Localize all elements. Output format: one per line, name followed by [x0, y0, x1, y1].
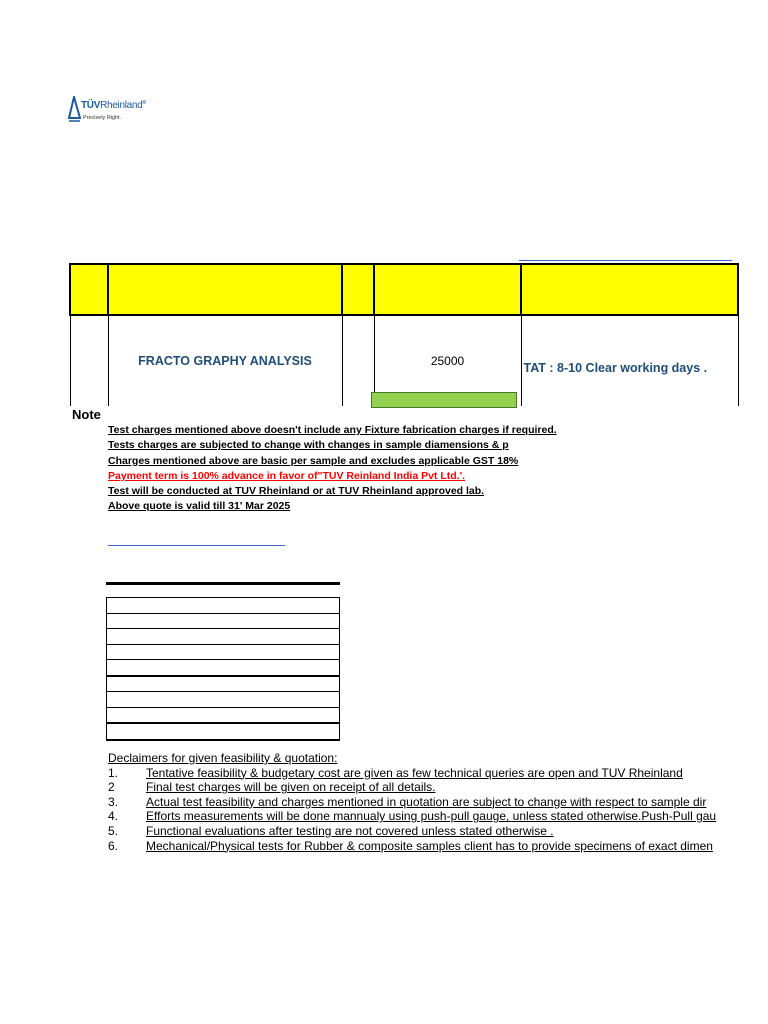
note-title: Note — [72, 407, 101, 422]
grid-row — [107, 724, 339, 739]
disclaimer-text: Tentative feasibility & budgetary cost are given as few technical queries are open and TUV Rheinland — [146, 765, 683, 780]
disclaimer-text: Final test charges will be given on receipt of all details. — [146, 780, 436, 795]
note-line: Above quote is valid till 31' Mar 2025 — [108, 500, 291, 513]
grid-row — [107, 598, 339, 614]
grid-row — [107, 614, 339, 630]
grid-row — [107, 629, 339, 645]
header-cell — [70, 264, 108, 315]
disclaimer-text: Actual test feasibility and charges mentioned in quotation are subject to change with respect to sample dir — [146, 794, 707, 809]
grid-row — [107, 660, 339, 677]
note-list — [108, 423, 557, 515]
disclaimer-number: 3. — [108, 794, 119, 809]
disclaimer-item — [108, 809, 734, 824]
test-name-cell: FRACTO GRAPHY ANALYSIS — [108, 315, 342, 406]
header-cell — [374, 264, 521, 315]
grid-row — [107, 645, 339, 661]
price-cell: 25000 — [374, 315, 521, 406]
disclaimer-item — [108, 766, 734, 781]
disclaimer-number: 6. — [108, 838, 119, 853]
disclaimer-list — [108, 751, 734, 853]
disclaimer-text: Mechanical/Physical tests for Rubber & composite samples client has to provide specimens of exact dimen — [146, 838, 713, 853]
empty-grid — [106, 582, 340, 737]
tuv-rheinland-logo — [68, 96, 146, 136]
grid-row — [107, 692, 339, 708]
blank-cell — [342, 315, 374, 406]
grid-body — [106, 597, 340, 741]
note-line: Charges mentioned above are basic per sample and excludes applicable GST 18% — [108, 454, 519, 467]
note-line: Test will be conducted at TUV Rheinland or at TUV Rheinland approved lab. — [108, 485, 485, 498]
header-cell — [108, 264, 342, 315]
logo-wordmark: TÜVRheinland® — [81, 100, 146, 111]
divider-line — [519, 260, 732, 261]
disclaimer-item — [108, 780, 734, 795]
grid-top-bar — [106, 582, 340, 585]
header-cell — [521, 264, 738, 315]
disclaimer-item — [108, 839, 734, 854]
divider-line — [108, 545, 285, 546]
logo-triangle-icon — [68, 96, 81, 122]
disclaimer-text: Functional evaluations after testing are not covered unless stated otherwise . — [146, 823, 554, 838]
quotation-table — [69, 263, 739, 406]
header-cell — [342, 264, 374, 315]
disclaimer-number: 5. — [108, 823, 119, 838]
disclaimer-item — [108, 795, 734, 810]
logo-tagline: Precisely Right. — [83, 115, 122, 121]
grid-row — [107, 677, 339, 693]
table-header-row — [70, 264, 738, 315]
disclaimer-text: Efforts measurements will be done mannualy using push-pull gauge, unless stated otherwise.Push-Pull gau — [146, 809, 717, 824]
disclaimer-number: 4. — [108, 809, 119, 824]
disclaimer-title: Declaimers for given feasibility & quotation: — [108, 751, 338, 765]
disclaimer-item — [108, 824, 734, 839]
grid-row — [107, 708, 339, 725]
note-line: Test charges mentioned above doesn't include any Fixture fabrication charges if required. — [108, 424, 557, 436]
serial-cell — [70, 315, 108, 406]
disclaimer-number: 1. — [108, 765, 119, 780]
tat-cell: TAT : 8-10 Clear working days . — [521, 315, 738, 406]
disclaimer-number: 2 — [108, 780, 115, 795]
payment-term-line: Payment term is 100% advance in favor of"TUV Reinland India Pvt Ltd.'. — [108, 469, 465, 482]
note-line: Tests charges are subjected to change with changes in sample diamensions & p — [108, 439, 509, 452]
total-cell — [371, 392, 517, 408]
